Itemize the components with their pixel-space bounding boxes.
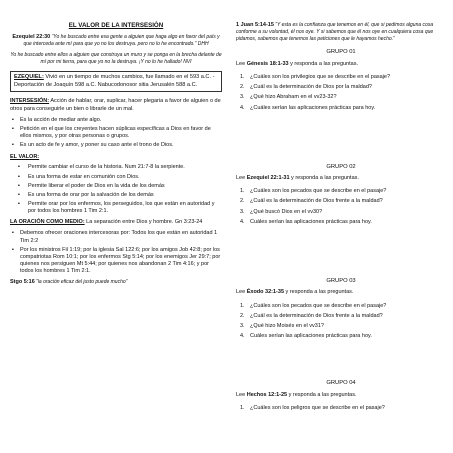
bullet-icon: ▪	[12, 142, 14, 149]
list-item: 1. ¿Cuáles son los privilegios que se describe en el pasaje?	[240, 74, 391, 81]
list-item: 4. Cuáles serían las aplicaciones prácticas para hoy.	[240, 332, 372, 339]
group-intro: Lee Génesis 18:1-33 y responda a las preguntas.	[236, 60, 359, 67]
group-title: GRUPO 01	[326, 49, 356, 56]
group-intro: Lee Ezequiel 22:1-31 y responda a las preguntas.	[236, 175, 359, 182]
intersesion-definition	[10, 98, 222, 112]
list-item: 2. ¿Cuál es la determinación de Dios por la maldad?	[240, 84, 372, 91]
list-item: 4. ¿Cuáles serían las aplicaciones prácticas para hoy.	[240, 104, 376, 111]
list-item: 3. ¿Qué buscó Dios en el vv30?	[240, 208, 323, 215]
list-item: ▪ Es una forma de orar por la salvación de los demás	[18, 191, 154, 198]
question-list	[236, 188, 446, 226]
list-item: 1. ¿Cuáles son los pecados que se describe en el pasaje?	[240, 302, 387, 309]
intersesion-label: INTERSESIÓN:	[10, 98, 50, 105]
stgo-quote-text: “la oración eficaz del justo puede mucho”	[34, 279, 128, 286]
list-item: 1. ¿Cuáles son los peligros que se describe en el pasaje?	[240, 404, 385, 411]
list-item: ▪ Petición en el que los creyentes hacen súplicas específicas a Dios en favor de ellos mismos, y por otras personas o grupos.	[12, 125, 211, 139]
ezequiel-quote-dhh	[10, 34, 222, 48]
juan-quote	[236, 22, 446, 43]
ezequiel-ref: Ezequiel 22:30	[12, 34, 51, 41]
group-01	[236, 49, 446, 111]
bullet-icon: ▪	[18, 200, 20, 207]
bullet-icon: ▪	[18, 173, 20, 180]
group-intro: Lee Éxodo 32:1-35 y responda a las preguntas.	[236, 289, 354, 296]
list-item: ▪ Debemos ofrecer oraciones intercesoras por: Todos los que están en autoridad 1 Tim 2:2	[12, 230, 218, 244]
bullet-icon: ▪	[18, 164, 20, 171]
group-02	[236, 164, 446, 226]
valor-list	[10, 164, 222, 215]
list-item: 3. ¿Qué hizo Moisés en el vv31?	[240, 322, 324, 329]
right-column	[236, 22, 446, 415]
left-column	[10, 22, 222, 290]
bullet-icon: ▪	[12, 125, 14, 132]
group-intro: Lee Hechos 12:1-25 y responda a las preguntas.	[236, 391, 357, 398]
bullet-icon: ▪	[18, 182, 20, 189]
definition-list	[10, 117, 222, 150]
list-item: 1. ¿Cuáles son los pecados que se describe en el pasaje?	[240, 188, 387, 195]
juan-quote-text: “Y esta es la confianza que tenemos en él, que si pedimos alguna cosa conforme a su voluntad, él nos oye. Y si sabemos que él nos oye en cualquiera cosa que pidamos, sabemos que tenemos las peticiones que le hayamos hecho.”	[236, 22, 434, 43]
bullet-icon: ▪	[12, 116, 14, 123]
ezequiel-context-box	[10, 71, 222, 92]
oracion-heading: LA ORACIÓN COMO MEDIO:	[10, 219, 85, 226]
bullet-icon: ▪	[18, 191, 20, 198]
list-item: ▪ Por los ministros Fil 1:19; por la iglesia Sal 122:6; por los amigos Job 42:8; por los compatriotas Rom 10:1; por los enfermos Stg 5:14; por los enemigos Jer 29:7; por quienes nos persiguen Mt 5:44; por quienes nos abandonan 2 Tim 4:16; y por todos los hombres 1 Tim 2:1.	[12, 246, 221, 275]
list-item: ▪ Permite orar por los enfermos, los perseguidos, los que están en autoridad y por todos los hombres 1 Tim 2:1.	[18, 200, 215, 215]
bullet-icon: ▪	[12, 246, 14, 253]
group-03	[236, 278, 446, 340]
list-item: ▪ Es la acción de mediar ante algo.	[12, 116, 102, 123]
oracion-medio	[10, 219, 222, 226]
group-title: GRUPO 04	[326, 380, 356, 387]
oracion-text: La separación entre Dios y hombre. Gn 3:23-24	[84, 219, 203, 226]
ezequiel-quote-text: “Yo he buscado entre esa gente a alguien que haga algo en favor del país y que interceda ante mí para que yo no los destruya. pero no lo he encontrado.” DHH	[23, 34, 220, 48]
list-item: ▪ Permite liberar el poder de Dios en la vida de los demás	[18, 182, 165, 189]
stgo-quote	[10, 279, 222, 286]
question-list	[236, 405, 446, 412]
list-item: 4. Cuáles serían las aplicaciones prácticas para hoy.	[240, 218, 372, 225]
bullet-icon: ▪	[12, 230, 14, 237]
oracion-list	[10, 230, 222, 275]
list-item: 2. ¿Cuál es la determinación de Dios frente a la maldad?	[240, 312, 383, 319]
group-title: GRUPO 03	[326, 277, 356, 284]
intersesion-text: Acción de hablar, orar, suplicar, hacer plegaria a favor de alguien o de otros para conseguirle un bien o librarle de un mal.	[10, 98, 221, 112]
ezequiel-box-text: Vivió en un tiempo de muchos cambios, fue llamado en el 593 a.C. - Deportación de Joaquín 598 a.C. Nabucodonosor sitia Jerusalén 588 a.C.	[14, 74, 215, 88]
question-list	[236, 303, 446, 341]
list-item: ▪ Es un acto de fe y amor, y poner su caso ante el trono de Dios.	[12, 142, 174, 149]
list-item: ▪ Es una forma de estar en comunión con Dios.	[18, 173, 140, 180]
juan-ref: 1 Juan 5:14-15	[236, 22, 274, 28]
list-item: 3. ¿Qué hizo Abraham en el vv23-32?	[240, 94, 337, 101]
ezequiel-box-label: EZEQUIEL:	[14, 74, 44, 81]
valor-heading: EL VALOR:	[10, 154, 40, 161]
group-title: GRUPO 02	[326, 163, 356, 170]
ezequiel-quote-nvi: Yo he buscado entre ellos a alguien que construya un muro y se ponga en la brecha delante de mí por mi tierra, para que yo no la destruya. ¡Y no lo he hallado! NVI	[10, 52, 222, 65]
question-list	[236, 74, 446, 112]
list-item: 2. ¿Cuál es la determinación de Dios frente a la maldad?	[240, 198, 383, 205]
document-title: EL VALOR DE LA INTERSESIÓN	[68, 22, 164, 29]
list-item: ▪ Permite cambiar el curso de la historia. Num 21:7-8 la serpiente.	[18, 164, 185, 171]
group-04	[236, 380, 446, 412]
stgo-ref: Stgo 5:16	[10, 279, 35, 286]
